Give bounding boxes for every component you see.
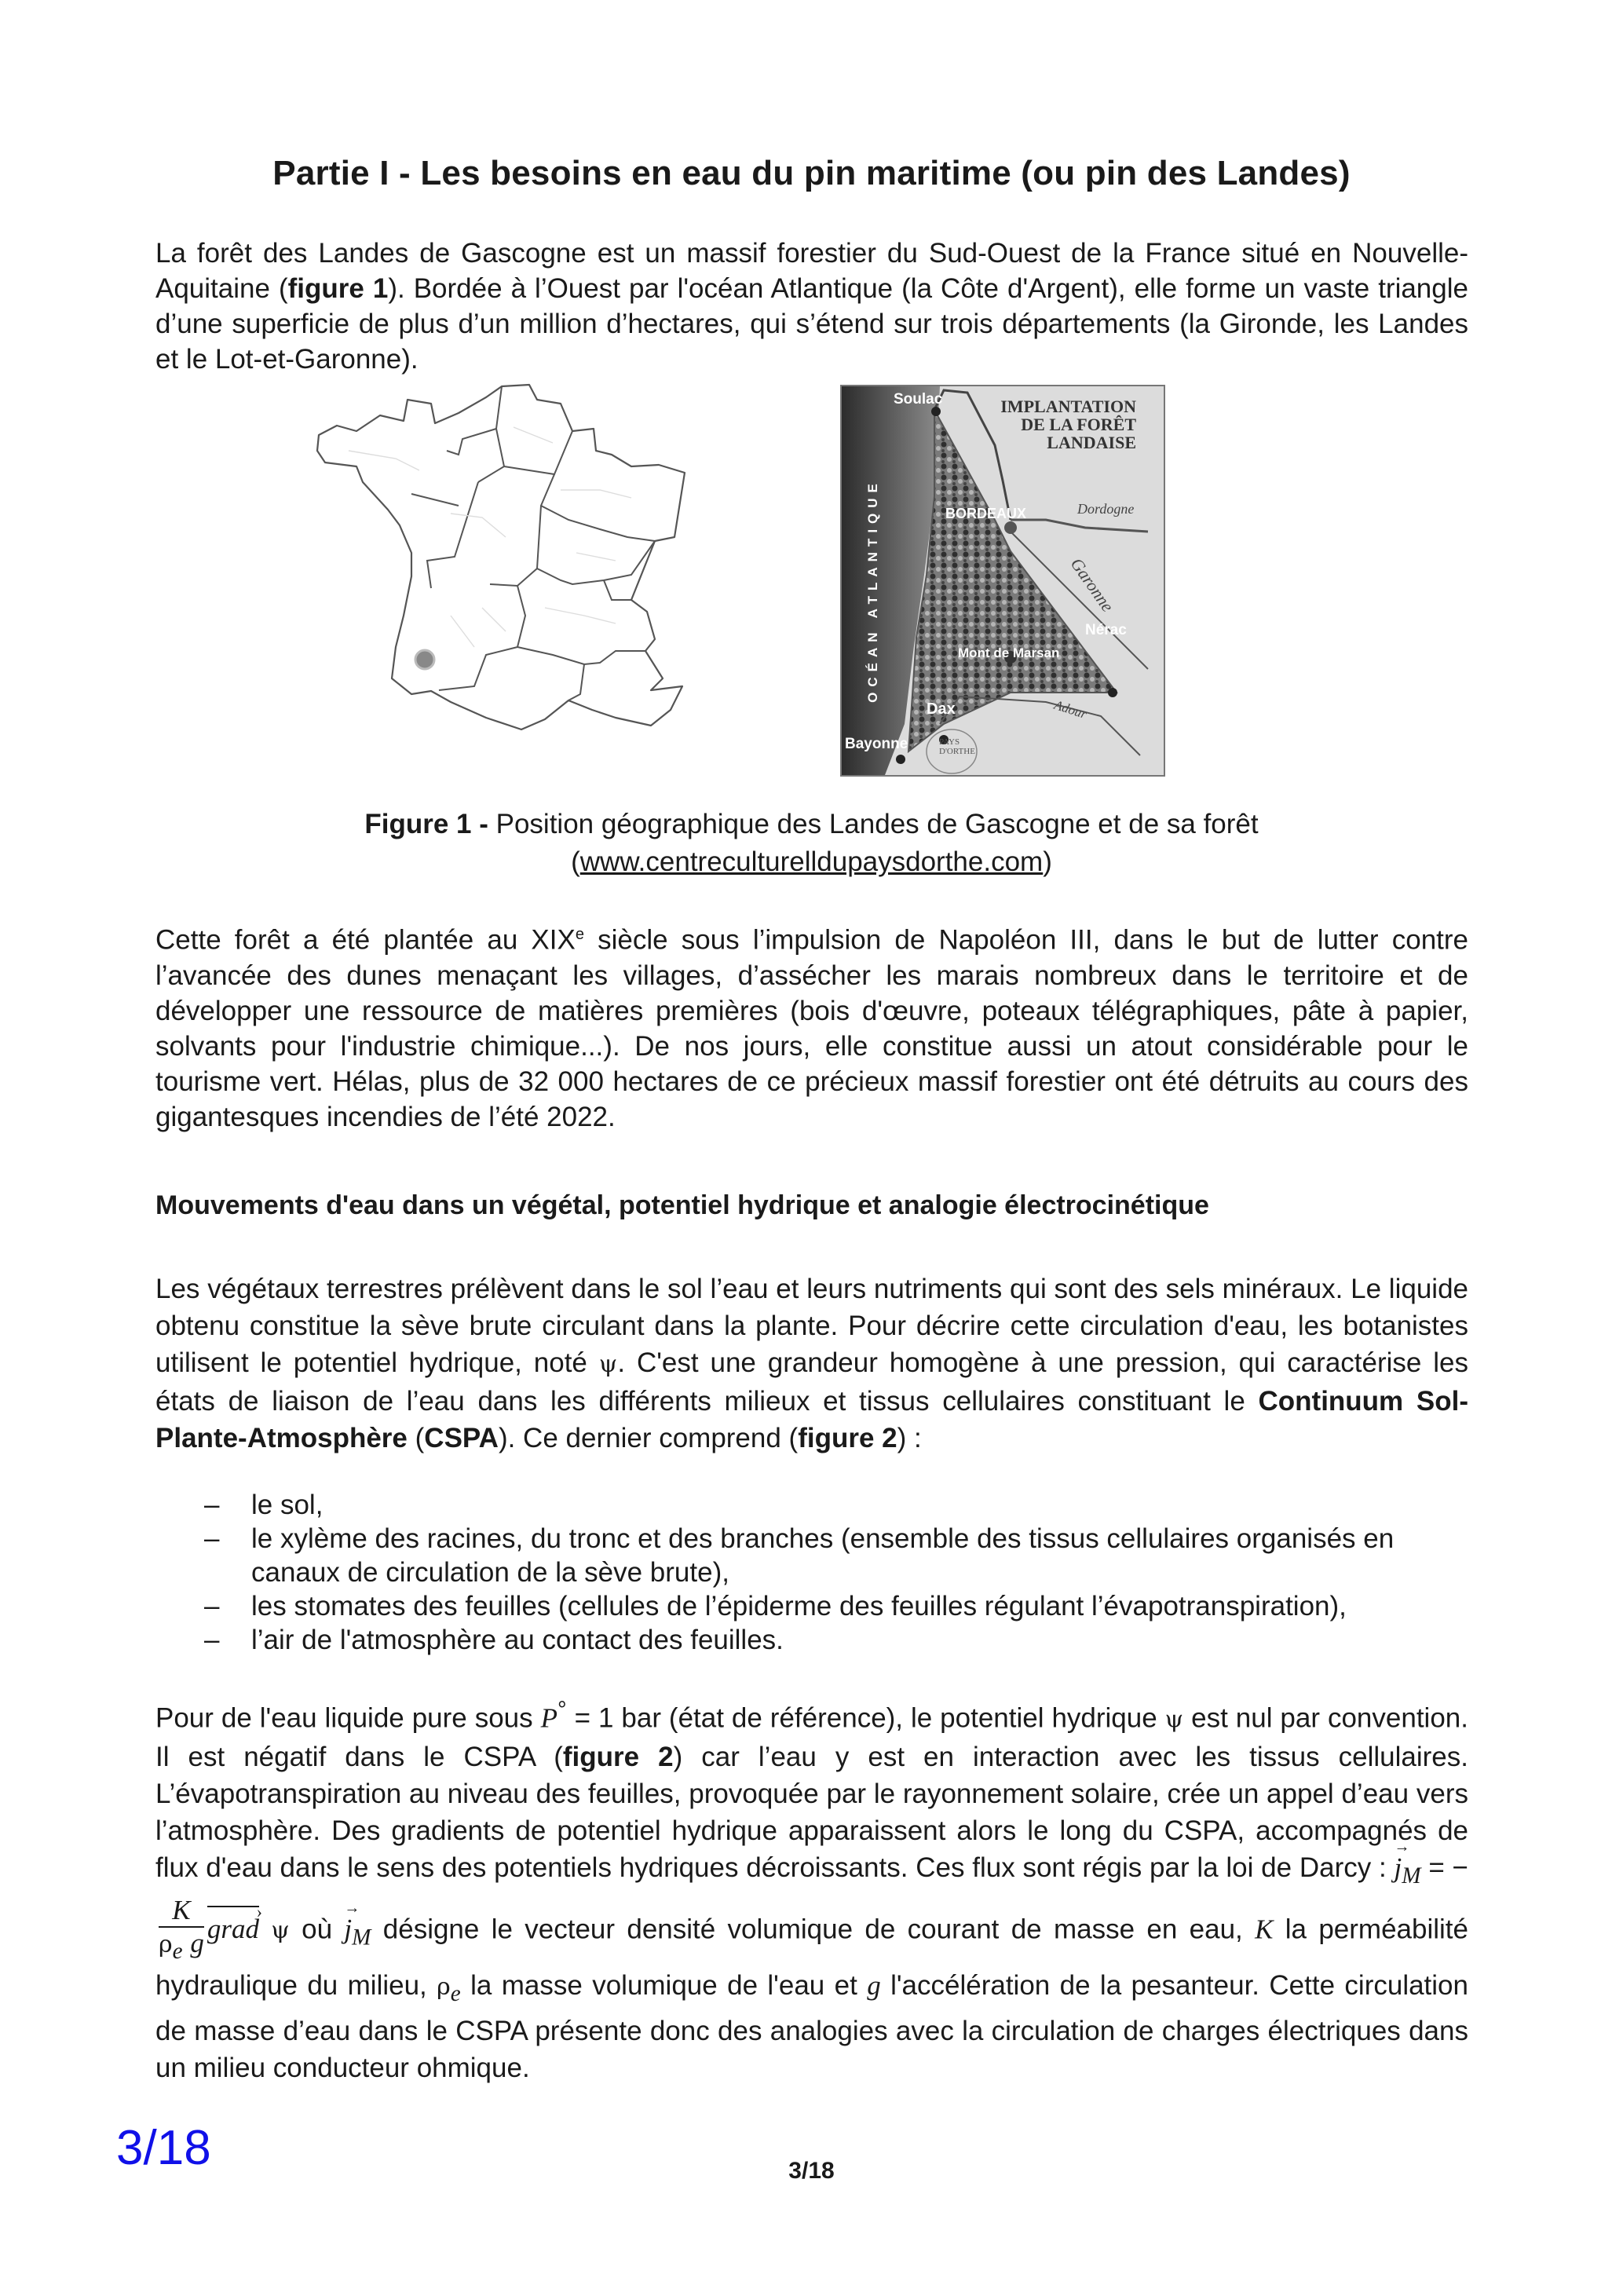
city-label: BORDEAUX — [945, 506, 1027, 521]
section-paragraph-2: Pour de l'eau liquide pure sous P° = 1 bar (état de référence), le potentiel hydrique ψ est nul par convention. Il est négatif dans le CSPA (figure 2) car l’eau y est en interaction avec les tissus cellulaires. L’évapotranspiration au niveau des feuilles, provoquée par le rayonnement solaire, crée un appel d’eau vers l’atmosphère. Des gradients de potentiel hydrique apparaissent alors le long du CSPA, accompagnés de flux d'eau dans le sens des potentiels hydriques décroissants. Ces flux sont régis par la loi de Darcy : → $j_M$ = − $\frac{K}{\rho_e g}$ grad › ψ où → $j_M$ désigne le vecteur densité volumique de courant de masse en eau, K la perméabilité hydraulique du milieu, $\rho_e$ la masse volumique de l'eau et g l'accélération de la pesanteur. Cette circulation de masse d’eau dans le CSPA présente donc des analogies avec la circulation de charges électriques dans un milieu conducteur ohmique. — [155, 1692, 1468, 2086]
list-item: – les stomates des feuilles (cellules de l’épiderme des feuilles régulant l’évapotranspiration), — [204, 1591, 1347, 1621]
ocean-label: OCÉAN ATLANTIQUE — [865, 478, 880, 703]
city-label: Nérac — [1085, 622, 1127, 638]
darcy-law-equation: → $j_M$ = − $\frac{K}{\rho_e g}$ grad › ψ — [155, 1852, 1468, 1944]
river-label: Garonne — [1066, 554, 1118, 616]
page-title: Partie I - Les besoins en eau du pin maritime (ou pin des Landes) — [272, 154, 1351, 192]
figure-ref: figure 1 — [287, 273, 389, 304]
list-item: – l’air de l'atmosphère au contact des feuilles. — [204, 1625, 784, 1655]
forest-map-heading: IMPLANTATION DE LA FORÊT LANDAISE — [1000, 397, 1136, 452]
page-marker: 3/18 — [116, 2121, 211, 2175]
list-item: – le xylème des racines, du tronc et des branches (ensemble des tissus cellulaires organisés en canaux de circulation de la sève brute), — [204, 1523, 1395, 1588]
section-paragraph-1: Les végétaux terrestres prélèvent dans le sol l’eau et leurs nutriments qui sont des sels minéraux. Le liquide obtenu constitue la sève brute circulant dans la plante. Pour décrire cette circulation d'eau, les botanistes utilisent le potentiel hydrique, noté ψ. C'est une grandeur homogène à une pression, qui caractérise les états de liaison de l’eau dans les différents milieux et tissus cellulaires constituant le Continuum Sol-Plante-Atmosphère (CSPA). Ce dernier comprend (figure 2) : — [155, 1274, 1468, 1453]
intro-paragraph: La forêt des Landes de Gascogne est un massif forestier du Sud-Ouest de la France situé en Nouvelle-Aquitaine (figure 1). Bordée à l’Ouest par l'océan Atlantique (la Côte d'Argent), elle forme un vaste triangle d’une superficie de plus d’un million d’hectares, qui s’étend sur trois départements (la Gironde, les Landes et le Lot-et-Garonne). — [155, 238, 1468, 375]
section-heading: Mouvements d'eau dans un végétal, potentiel hydrique et analogie électrocinétique — [155, 1190, 1209, 1220]
list-item: – le sol, — [204, 1490, 324, 1520]
history-paragraph: Cette forêt a été plantée au XIXe siècle sous l’impulsion de Napoléon III, dans le but de lutter contre l’avancée des dunes menaçant les villages, d’assécher les marais nombreux dans le territoire et de développer une ressource de matières premières (bois d'œuvre, poteaux télégraphiques, pâte à papier, solvants pour l'industrie chimique...). De nos jours, elle constitue aussi un atout considérable pour le tourisme vert. Hélas, plus de 32 000 hectares de ce précieux massif forestier ont été détruits au cours des gigantesques incendies de l’été 2022. — [155, 924, 1469, 1132]
city-label: Bayonne — [845, 736, 908, 752]
river-label: Adour — [1052, 696, 1089, 722]
figure-caption: Figure 1 - Position géographique des Landes de Gascogne et de sa forêt (www.centreculturelldupaysdorthe.com) — [364, 809, 1259, 877]
france-map — [302, 380, 710, 777]
city-label: Mont de Marsan — [958, 645, 1060, 660]
pays-orthe-logo: PAYS D'ORTHE — [939, 737, 975, 756]
city-label: Dax — [927, 700, 956, 718]
city-label: Soulac — [894, 391, 943, 408]
forest-map — [840, 385, 1165, 777]
page-number-footer: 3/18 — [788, 2158, 835, 2184]
location-marker — [415, 650, 434, 669]
source-link[interactable]: www.centreculturelldupaysdorthe.com — [579, 846, 1044, 877]
cspa-components-list — [155, 1488, 1468, 1657]
river-label: Dordogne — [1077, 501, 1135, 517]
